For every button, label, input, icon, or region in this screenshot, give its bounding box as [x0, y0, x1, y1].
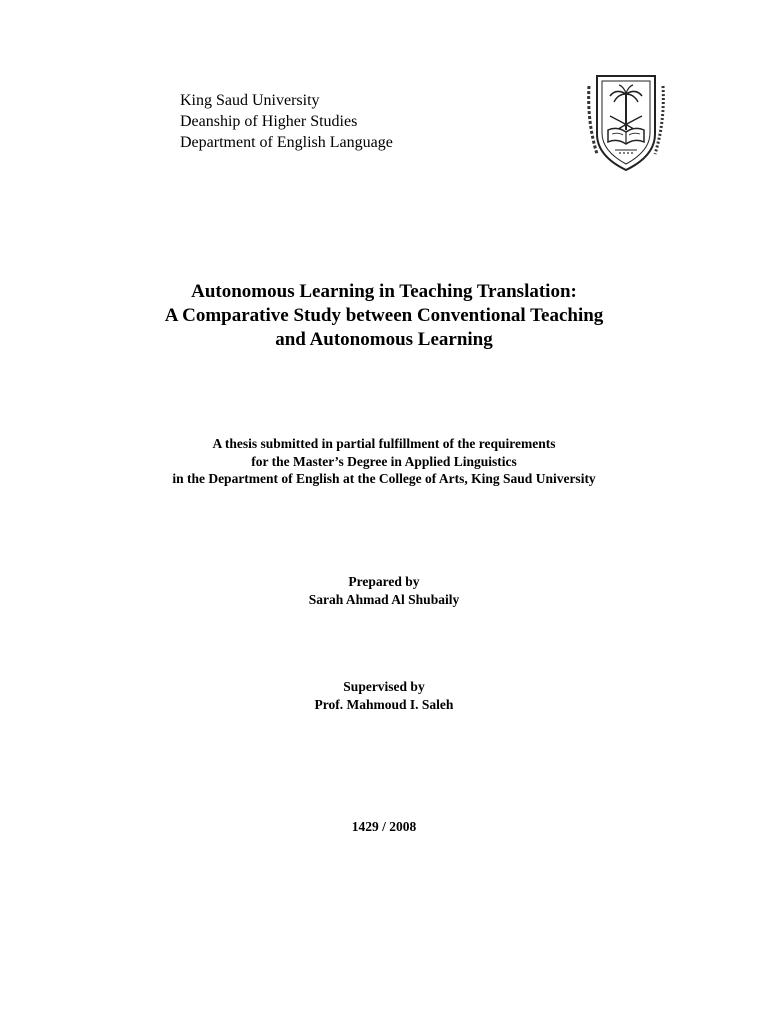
title-line-3: and Autonomous Learning	[275, 329, 493, 350]
department-name: Department of English Language	[180, 134, 393, 151]
deanship-name: Deanship of Higher Studies	[180, 113, 358, 130]
submission-line-2: for the Master’s Degree in Applied Linguistics	[251, 453, 517, 469]
supervised-by-section	[84, 678, 684, 714]
supervisor-name: Prof. Mahmoud I. Saleh	[314, 697, 454, 712]
university-name: King Saud University	[180, 92, 320, 109]
submission-line-3: in the Department of English at the College of Arts, King Saud University	[172, 471, 596, 486]
title-line-2: A Comparative Study between Conventional Teaching	[164, 305, 604, 326]
prepared-by-label: Prepared by	[348, 574, 420, 589]
title-line-1: Autonomous Learning in Teaching Translation:	[191, 281, 577, 302]
submission-statement	[84, 435, 684, 488]
submission-line-1: A thesis submitted in partial fulfillment of the requirements	[212, 436, 556, 451]
supervised-by-label: Supervised by	[343, 679, 425, 694]
prepared-by-section	[84, 573, 684, 609]
thesis-title	[84, 280, 684, 352]
author-name: Sarah Ahmad Al Shubaily	[308, 592, 460, 607]
institution-header	[180, 90, 393, 153]
thesis-date: 1429 / 2008	[351, 819, 417, 834]
king-saud-university-seal-icon	[583, 72, 669, 172]
